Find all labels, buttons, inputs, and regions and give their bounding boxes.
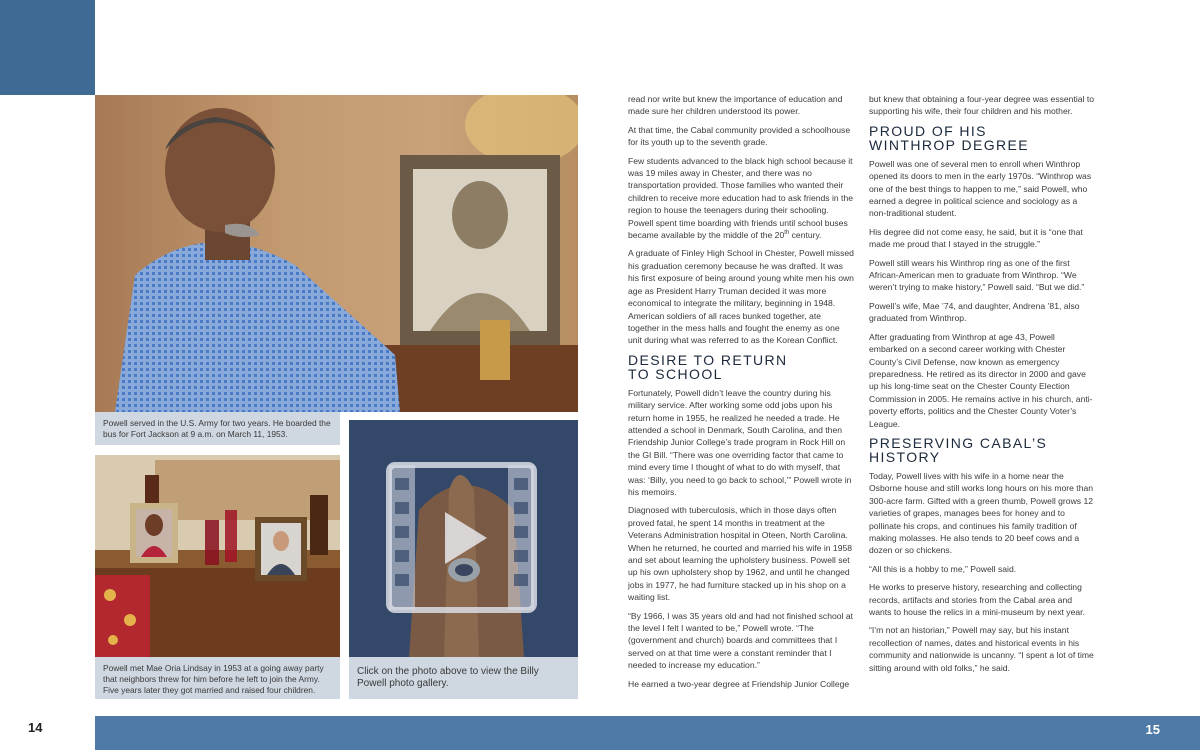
photo-framed-pictures-image xyxy=(95,455,340,657)
paragraph: After graduating from Winthrop at age 43, Powell embarked on a second career working with Chester County’s Civil Defense, now known as emergency preparedness. He retired as its director in 2000 and gave up his long-time seat on the Chester County Election Commission in 2005. He remains active in his church, anti-poverty efforts, politics and the Chester County Voter’s League. xyxy=(869,331,1093,429)
article-column-middle xyxy=(628,93,854,696)
photo-powell-portrait-image xyxy=(95,95,578,412)
paragraph: “I’m not an historian,” Powell may say, but his instant recollection of names, dates and historical events in his community and nationwide is uncanny. “I spent a lot of time sitting around with old folks,” he said. xyxy=(869,625,1094,673)
corner-accent-block xyxy=(0,0,95,95)
paragraph: Powell still wears his Winthrop ring as one of the first African-American men to graduate from Winthrop. “We weren’t trying to make history,” Powell said. “But we did.” xyxy=(869,257,1085,293)
paragraph: Powell was one of several men to enroll when Winthrop opened its doors to men in the early 1970s. “Winthrop was one of the best things to happen to me,” said Powell, who earned a degree in political science and sociology as a non-traditional student. xyxy=(869,158,1092,219)
section-heading-desire-to-return: DESIRE TO RETURN TO SCHOOL xyxy=(628,351,788,383)
caption-mae-lindsay: Powell met Mae Oria Lindsay in 1953 at a going away party that neighbors threw for him before he left to join the Army. Five years later they got married and raised four children. xyxy=(95,657,340,699)
photo-powell-portrait[interactable] xyxy=(95,95,578,412)
paragraph: “By 1966, I was 35 years old and had not finished school at the level I felt I wanted to be,” Powell wrote. “The (government and church) boards and committees that I served on at that time were a constant reminder that I needed to increase my education.” xyxy=(628,610,854,671)
page-number-right: 15 xyxy=(1145,722,1160,737)
paragraph: but knew that obtaining a four-year degree was essential to supporting his wife, their four children and his mother. xyxy=(869,94,1095,117)
paragraph: His degree did not come easy, he said, but it is “one that made me proud that I stayed in the struggle.” xyxy=(869,226,1083,250)
section-heading-preserving-cabal: PRESERVING CABAL’S HISTORY xyxy=(869,434,1048,466)
article-column-right xyxy=(869,93,1095,680)
photo-framed-pictures[interactable] xyxy=(95,455,340,657)
page-number-left: 14 xyxy=(28,720,43,735)
paragraph: read nor write but knew the importance of education and made sure her children understood its power. xyxy=(628,94,843,117)
paragraph: He earned a two-year degree at Friendship Junior College xyxy=(628,678,850,689)
paragraph: He works to preserve history, researching and collecting records, artifacts and stories from the Cabal area and wants to house the relics in a mini-museum by next year. xyxy=(869,582,1085,617)
video-play-icon[interactable] xyxy=(349,420,578,657)
caption-gallery-link[interactable]: Click on the photo above to view the Billy Powell photo gallery. xyxy=(349,657,578,699)
paragraph: At that time, the Cabal community provided a schoolhouse for its youth up to the seventh grade. xyxy=(628,124,851,148)
photo-gallery-ring[interactable] xyxy=(349,420,578,657)
paragraph: Today, Powell lives with his wife in a home near the Osborne house and still works long hours on his more than 300-acre farm. Gifted with a green thumb, Powell grows 12 varieties of grapes, manages bees for honey and to pollinate his crops, and continues his family tradition of making molasses. He also tends to 20 beef cows and a dozen or so chickens. xyxy=(869,470,1094,556)
paragraph: “All this is a hobby to me,” Powell said. xyxy=(869,563,1017,574)
paragraph: Few students advanced to the black high school because it was 19 miles away in Chester, and there was no transportation provided. Those families who wanted their children to receive more education had to ask friends in the region to house the teenagers during their schooling. Powell spent time boarding with friends until school buses became available by the middle of the 20th century. xyxy=(628,155,853,241)
caption-army-service: Powell served in the U.S. Army for two years. He boarded the bus for Fort Jackson at 9 a.m. on March 11, 1953. xyxy=(95,412,340,445)
paragraph: Diagnosed with tuberculosis, which in those days often proved fatal, he spent 14 months in treatment at the Veterans Administration hospital in Oteen, North Carolina. When he returned, he courted and married his wife in 1958 and set about learning the upholstery business. Powell set up his own upholstery shop by 1962, and until he changed jobs in 1977, he had furniture stacked up in his shop on a waiting list. xyxy=(628,505,853,603)
paragraph: Fortunately, Powell didn’t leave the country during his military service. After working some odd jobs upon his return home in 1955, he realized he needed a trade. He attended a school in Denmark, South Carolina, and then Friendship Junior College’s trade program in Rock Hill on the GI Bill. “There was one overriding factor that came to mind every time I thought of what to do with myself, that was: ‘Billy, you need to go back to school,’” Powell wrote in his memoirs. xyxy=(628,387,852,497)
section-heading-proud-of-winthrop: PROUD OF HIS WINTHROP DEGREE xyxy=(869,122,1029,154)
footer-bar xyxy=(95,716,1200,750)
paragraph: A graduate of Finley High School in Chester, Powell missed his graduation ceremony because he was drafted. It was his first exposure of being around young white men his own age as President Harry Truman decided it was more economical to integrate the military, beginning in 1948. American soldiers of all races bunked together, ate together in the mess halls and fought the enemy as one unit during what was referred to as the Korean Conflict. xyxy=(628,248,854,346)
paragraph: Powell’s wife, Mae ’74, and daughter, Andrena ’81, also graduated from Winthrop. xyxy=(869,300,1080,324)
